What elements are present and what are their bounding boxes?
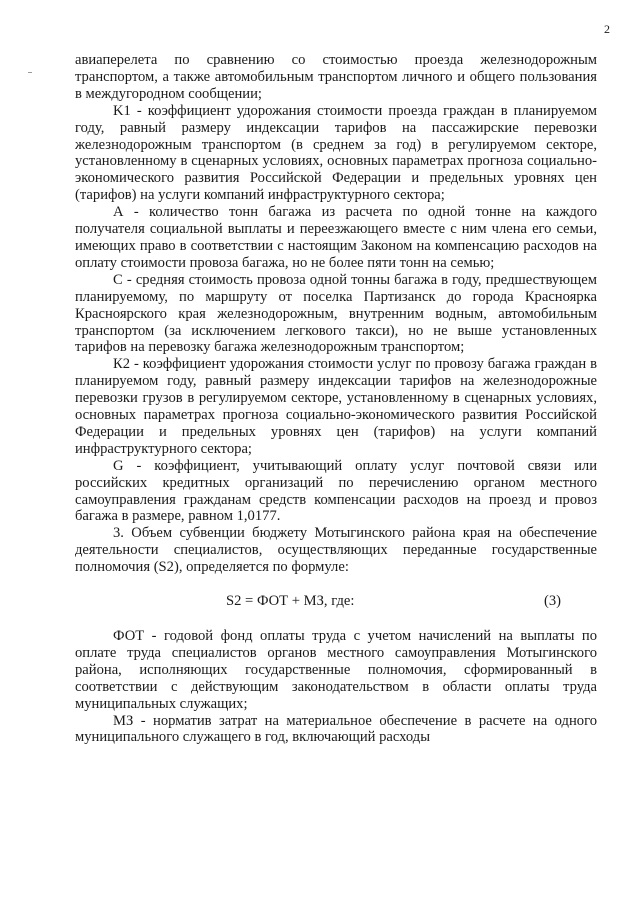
paragraph-g: G - коэффициент, учитывающий оплату услуг почтовой связи или российских кредитных организаций по перечислению органом местного самоуправления гражданам средств компенсации расходов на проезд и провоз багажа в размере, равном 1,0177.	[75, 457, 597, 525]
paragraph-fot: ФОТ - годовой фонд оплаты труда с учетом начислений на выплаты по оплате труда специалистов органов местного самоуправления Мотыгинского района, исполняющих государственные полномочия, сформированный в соответствии с действующим законодательством в области оплаты труда муниципальных служащих;	[75, 628, 597, 712]
page-number: 2	[604, 22, 610, 36]
paragraph-mz: МЗ - норматив затрат на материальное обеспечение в расчете на одного муниципального служащего в год, включающий расходы	[75, 712, 597, 746]
paragraph-k2: К2 - коэффициент удорожания стоимости услуг по провозу багажа граждан в планируемом году, равный размеру индексации тарифов на железнодорожные перевозки грузов в регулируемом секторе, установленному в сценарных условиях, основных параметрах прогноза социально-экономического развития Российской Федерации и предельных уровнях цен (тарифов) на услуги компаний инфраструктурного сектора;	[75, 356, 597, 457]
formula	[75, 593, 597, 610]
margin-mark	[28, 72, 32, 73]
paragraph-k1: K1 - коэффициент удорожания стоимости проезда граждан в планируемом году, равный размеру индексации тарифов на пассажирские перевозки железнодорожным транспортом (в среднем за год) в регулируемом секторе, установленному в сценарных условиях, основных параметрах прогноза социально-экономического развития Российской Федерации и предельных уровнях цен (тарифов) на услуги компаний инфраструктурного сектора;	[75, 102, 597, 204]
paragraph-a: А - количество тонн багажа из расчета по одной тонне на каждого получателя социальной выплаты и переезжающего вместе с ним члена его семьи, имеющих право в соответствии с настоящим Законом на компенсацию расходов на оплату стоимости провоза багажа, но не более пяти тонн на семью;	[75, 204, 597, 271]
paragraph-continuation: авиаперелета по сравнению со стоимостью проезда железнодорожным транспортом, а также автомобильным транспортом личного и общего пользования в междугородном сообщении;	[75, 52, 597, 102]
paragraph-item-3: 3. Объем субвенции бюджету Мотыгинского района края на обеспечение деятельности специалистов, осуществляющих переданные государственные полномочия (S2), определяется по формуле:	[75, 525, 597, 576]
document-body	[75, 52, 597, 746]
formula-text: S2 = ФОТ + МЗ, где:	[226, 593, 355, 610]
paragraph-c: С - средняя стоимость провоза одной тонны багажа в году, предшествующем планируемому, по маршруту от поселка Партизанск до города Красноярка Красноярского края железнодорожным, внутренним водным, автомобильным транспортом (за исключением легкового такси), но не выше установленных тарифов на перевозку багажа железнодорожным транспортом;	[75, 271, 597, 356]
formula-number: (3)	[543, 593, 561, 610]
